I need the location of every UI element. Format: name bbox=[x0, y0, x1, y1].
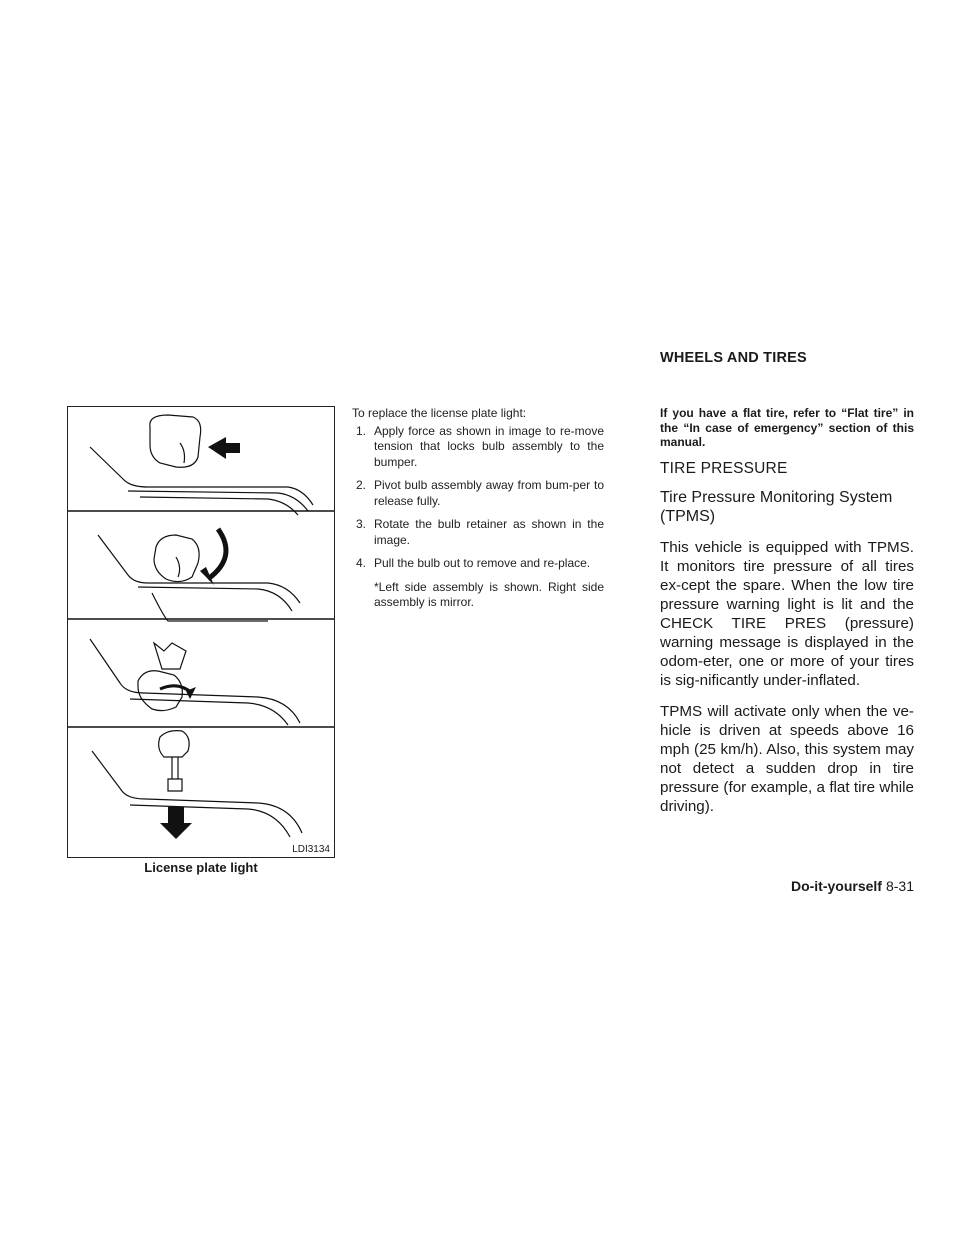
pull-arrow bbox=[160, 807, 192, 839]
procedure-step bbox=[352, 517, 604, 548]
step-text: Apply force as shown in image to re-move tension that locks bulb assembly to the bumper. bbox=[374, 423, 604, 469]
illustration-drawing bbox=[68, 407, 334, 857]
tire-pressure-heading: TIRE PRESSURE bbox=[660, 459, 788, 477]
step-number: 1. bbox=[356, 423, 367, 438]
push-arrow bbox=[208, 437, 240, 459]
procedure-intro: To replace the license plate light: bbox=[352, 406, 527, 420]
step-number: 2. bbox=[356, 478, 367, 492]
page-number: 8-31 bbox=[885, 878, 914, 894]
figure-caption: License plate light bbox=[144, 860, 258, 875]
step-text: Rotate the bulb retainer as shown in the image. bbox=[374, 517, 604, 547]
procedure-step bbox=[352, 424, 604, 471]
procedure-step bbox=[352, 556, 604, 572]
page-footer bbox=[791, 878, 914, 894]
section-header: WHEELS AND TIRES bbox=[660, 350, 807, 366]
license-plate-light-illustration bbox=[67, 406, 335, 858]
pivot-arrow bbox=[208, 529, 226, 579]
step3-panel bbox=[90, 639, 300, 725]
footer-section: Do-it-yourself bbox=[790, 878, 882, 894]
tpms-paragraph: TPMS will activate only when the ve-hicle is driven at speeds above 16 mph (25 km/h). Also, this system may not detect a sudden drop in tire pressure (for example, a flat tire while driving). bbox=[660, 702, 914, 815]
step1-panel bbox=[90, 415, 313, 515]
procedure-steps bbox=[352, 424, 604, 572]
assembly-note: *Left side assembly is shown. Right side assembly is mirror. bbox=[374, 579, 604, 609]
figure-code: LDI3134 bbox=[292, 844, 330, 855]
step2-panel bbox=[98, 535, 300, 621]
tpms-paragraph: This vehicle is equipped with TPMS. It monitors tire pressure of all tires ex-cept the spare. When the low tire pressure warning light is lit and the CHECK TIRE PRES (pressure) warning message is displayed in the odom-eter, one or more of your tires is sig-nificantly under-inflated. bbox=[660, 538, 914, 689]
step-number: 3. bbox=[356, 517, 367, 531]
step-number: 4. bbox=[356, 556, 367, 570]
tire-pressure-column bbox=[660, 406, 914, 828]
flat-tire-note: If you have a flat tire, refer to “Flat tire” in the “In case of emergency” section of this manual. bbox=[660, 406, 914, 449]
tpms-subheading: Tire Pressure Monitoring System (TPMS) bbox=[660, 488, 893, 525]
procedure-step bbox=[352, 478, 604, 509]
procedure-column bbox=[352, 406, 604, 611]
step-text: Pull the bulb out to remove and re-place. bbox=[374, 556, 591, 570]
step-text: Pivot bulb assembly away from bum-per to release fully. bbox=[374, 478, 604, 508]
step4-panel bbox=[92, 731, 302, 837]
